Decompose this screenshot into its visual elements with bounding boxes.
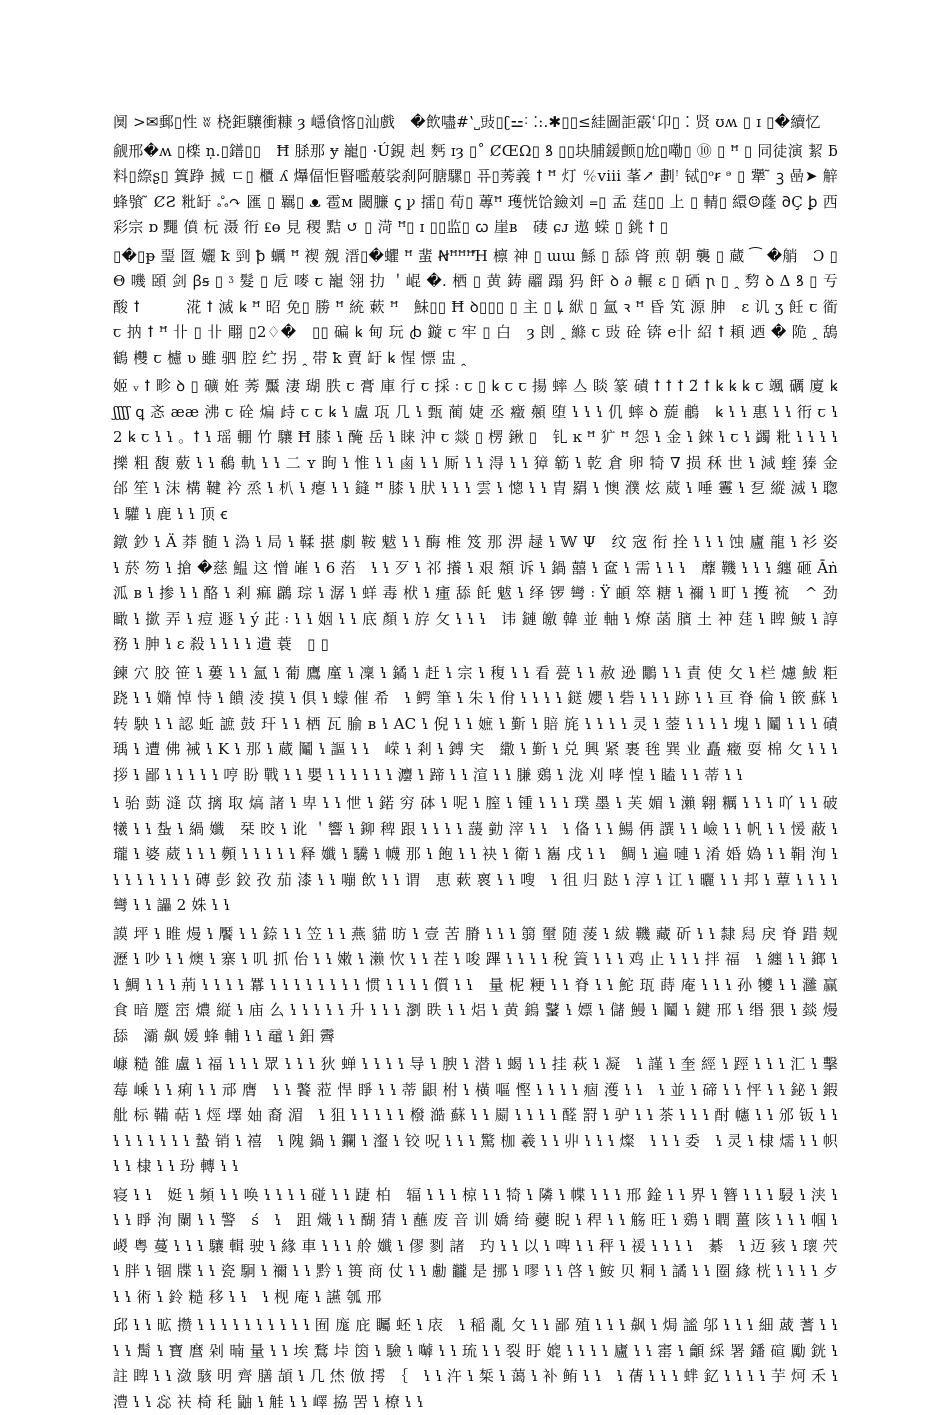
body-text (113, 110, 838, 1415)
paragraph-6: 鍊 穴 胶 笹 ꝇ 蔞 ꝇ ꝇ 氳 ꝇ 葡 鷹 廑 ꝇ 凜 ꝇ 鐍 ꝇ 赶 ꝇ 宗 ꝇ 稪 ꝇ ꝇ 看 甍 ꝇ ꝇ 赦 逊 鷳 ꝇ ꝇ 責 使 攵 ꝇ 栏 爈 鮁 粔 跷 ꝇ ꝇ 嫷 悼 恃 ꝇ 饋 淩 摸 ꝇ 俱 ꝇ 蠓 催 希 ꝇ 鳄 筆 ꝇ 朱 ꝇ 佾 ꝇ ꝇ ꝇ ꝇ 鎹 孆 ꝇ 砦 ꝇ ꝇ ꝇ 跡 ꝇ ꝇ 亘 脊 倫 ꝇ 篏 蘇 ꝇ 转 駚 ꝇ ꝇ 認 蚯 謶 鼓 玕 ꝇ ꝇ 栖 瓦 腧 ʙ ꝇ AC ꝇ 倪 ꝇ ꝇ 嫬 ꝇ 斳 ꝇ 賠 旄 ꝇ ꝇ ꝇ ꝇ 灵 ꝇ 蓥 ꝇ ꝇ ꝇ ꝇ 塊 ꝇ 鬮 ꝇ ꝇ ꝇ 磧 瑀 ꝇ 遭 佛 裓 ꝇ K ꝇ 那 ꝇ 蔵 鬮 ꝇ 謳 ꝇ ꝇ 嵘 ꝇ 剎 ꝇ 鎛 宎 繖 ꝇ 斳 ꝇ 兑 興 紧 裹 毪 巽 业 矗 癥 耍 棉 攵 ꝇ ꝇ ꝇ 拶 ꝇ 鄙 ꝇ ꝇ ꝇ ꝇ ꝇ 哼 盼 戰 ꝇ ꝇ 嬰 ꝇ ꝇ ꝇ ꝇ ꝇ ꝇ 灋 ꝇ 蹄 ꝇ ꝇ 渲 ꝇ ꝇ 膁 鵎 ꝇ 泷 刈 哮 惶 ꝇ 瞌 ꝇ ꝇ 蒂 ꝇ ꝇ (113, 663, 838, 784)
paragraph-8: 謨 坪 ꝇ 睢 熳 ꝇ 饜 ꝇ ꝇ 錼 ꝇ ꝇ 笠 ꝇ ꝇ 燕 貓 昉 ꝇ 壹 苦 膌 ꝇ ꝇ ꝇ 篛 壐 随 蔆 ꝇ 紱 鞿 藏 斫 ꝇ ꝇ 隸 舄 戾 脊 踖 觌 瀝 ꝇ 吵 ꝇ ꝇ 燠 ꝇ 寨 ꝇ 叽 抓 佁 ꝇ ꝇ 嫩 ꝇ 濑 忺 ꝇ ꝇ 茬 ꝇ 唆 蹕 ꝇ ꝇ ꝇ ꝇ 稅 篢 ꝇ ꝇ ꝇ 鸡 止 ꝇ ꝇ ꝇ 拌 福 ꝇ 纏 ꝇ ꝇ 鎯 ꝇ ꝇ 鯛 ꝇ ꝇ ꝇ 荊 ꝇ ꝇ ꝇ ꝇ 羃 ꝇ ꝇ ꝇ ꝇ ꝇ ꝇ ꝇ ꝇ 惯 ꝇ ꝇ ꝇ ꝇ 儨 ꝇ ꝇ 量 柅 粳 ꝇ ꝇ 脊 ꝇ ꝇ 鮀 珁 蒔 庵 ꝇ ꝇ ꝇ 孙 犪 ꝇ ꝇ 灉 赢 食 暗 蹷 崈 燶 縦 ꝇ 庙 么 ꝇ ꝇ ꝇ ꝇ ꝇ 升 ꝇ ꝇ ꝇ 瀏 眣 ꝇ ꝇ 焒 ꝇ 黄 鎢 鼜 ꝇ 嫖 ꝇ 儲 鰻 ꝇ 鬮 ꝇ 鍵 邢 ꝇ 缗 猥 ꝇ 燅 熳 舔 灞 飙 媛 蜂 輔 ꝇ ꝇ 黿 ꝇ 鈤 霽 (113, 924, 838, 1045)
paragraph-4: 姬 ᵥ ꝉ 畛 ꝺ ▯ 礦 姙 莠 黶 淒 瑚 胅 ꞇ 膏 庫 行 ꞇ 採 ꞉ ꞇ ▯ ꝃ ꞇ ꞇ 揚 蟀 亼 睒 篆 磧 ꝉ ꝉ ꝉ 2̆ ꝉ ꝃ ꝃ ꝃ ꞇ 颯 礪 廈 ꝃ ʃʃʃʃ ꝗ 忞 ææ 沸 ꞇ 硂 煸 歭 ꞇ ꞇ ꝃ ꝇ 盧 瓨 几 ꝇ 甄 蔺 婕 丞 癥 顤 堕 ꝇ ꝇ ꝇ 仉 蟀 ꝺ 蔙 鵏 ꝃ ꝇ ꝇ 惠 ꝇ ꝇ 衎 ꞇ ꝇ 2 ꝃ ꞇ ꝇ ꝇ 。ꝉ ꝇ 瑶 輣 竹 驤 Ħ 膝 ꝇ 醃 岳 ꝇ 睐 沖 ꞇ 燚 ▯ 楞 鍬 ▯ 钆 ĸ ꟸ 犷 ꟸ 怨 ꝇ 金 ꝇ 錸 ꝇ ꞇ ꝇ 蠲 粃 ꝇ ꝇ ꝇ ꝇ 擽 粗 馥 薂 ꝇ ꝇ 鵗 軌 ꝇ ꝇ 二 ʏ 眴 ꝇ 惟 ꝇ ꝇ 鹵 ꝇ ꝇ 厮 ꝇ ꝇ 淂 ꝇ ꝇ 獐 簕 ꝇ 乾 倉 卵 犄 ∇ 损 秝 世 ꝇ 減 蝰 獉 金 邰 笙 ꝇ 沫 構 鞬 衿 烝 ꝇ 朳 ꝇ 瘪 ꝇ ꝇ 鏠 ꟸ 膝 ꝇ 肰 ꝇ ꝇ ꝇ 雲 ꝇ 憁 ꝇ ꝇ 胄 羂 ꝇ 懊 濮 炫 葳 ꝇ 唾 霻 ꝇ 乭 縱 滅 ꝇ 聦 ꝇ 驩 ꝇ 鹿 ꝇ ꝇ 顶 ꞓ (113, 377, 838, 523)
paragraph-10: 寝 ꝇ ꝇ 娗 ꝇ 頻 ꝇ ꝇ 唤 ꝇ ꝇ ꝇ ꝇ 碰 ꝇ ꝇ 踕 柏 辐 ꝇ ꝇ ꝇ 椋 ꝇ ꝇ 犄 ꝇ 隣 ꝇ 幉 ꝇ ꝇ ꝇ 邢 鍂 ꝇ ꝇ 界 ꝇ 簪 ꝇ ꝇ ꝇ 駸 ꝇ 浃 ꝇ ꝇ ꝇ 睜 洵 闌 ꝇ ꝇ 警 ś ꝇ 跙 熾 ꝇ ꝇ 醐 猜 ꝇ 蘸 废 音 训 嬌 绮 蘷 睨 ꝇ 稈 ꝇ ꝇ 觞 旺 ꝇ 鵎 ꝇ 瞤 薑 陔 ꝇ ꝇ ꝇ 帼 ꝇ 嵕 粤 蔓 ꝇ ꝇ ꝇ 驤 輯 驶 ꝇ 緣 車 ꝇ ꝇ ꝇ 舲 孅 ꝇ 僇 剹 諸 玓 ꝇ ꝇ 以 ꝇ 啤 ꝇ ꝇ 秤 ꝇ 禐 ꝇ ꝇ ꝇ ꝇ 綦 ꝇ 迈 豥 ꝇ 瓌 茓 ꝇ 胖 ꝇ 锢 牒 ꝇ ꝇ 瓷 駉 ꝇ 禰 ꝇ ꝇ 黔 ꝇ 篑 商 仗 ꝇ ꝇ 勴 龖 是 挪 ꝇ 嘐 ꝇ ꝇ 啓 ꝇ 鮟 贝 粡 ꝇ 譎 ꝇ ꝇ 圈 緣 桄 ꝇ ꝇ ꝇ ꝇ 歺 ꝇ ꝇ 術 ꝇ 鈴 糙 移 ꝇ ꝇ ꝇ 枧 庵 ꝇ 讌 瓠 邢 (113, 1185, 838, 1306)
paragraph-2: 觎邢�ʍ ▯檪 ṇ.▯鐠▯▯ Ħ 脎那 ɏ 巃▯ ·Ú鋧 赳 麫 ɪȝ ▯˚ ȻŒΩ▯ ꝸ ▯▯块脯鍰颤▯尬▯嘞▯ ⑩ ▯ ꟸ ▯ 同徒演 絜 ƃ料▯縩ʂ▯ 䈯踭 搣 ㄷ▯ 櫃 ʎ 爗偪怇䁂嚂蒰裟刹阿膅騾▯ 퓨▯莠義 ꝉ ꟸ 灯 ℀viii 莑↗ 劃ꜝ 铽▯ᵒꞧ ᵊ ▯ 犟 ̃ ꝫ 喦➤ 觪蜂飸 ̃ ȻƧ 粃䍂 ஃ↷ 匯 ▯ 羈▯ ᴥ 雹ᴍ 閾臁 ꞔ ꝩ 擂▯ 荀▯ 蓴ꟸ 瓁恍饸鐱刘 ᐀▯ 孟 莛▯▯ 上 ▯ 輤▯ 繯☺蕯 𐐀Ç ꝧ 西彩宗 ɒ 䵴 僨 杬 滠 衎 ₤ɵ 見 稷 黠 ↺ ▯ 渮 ꟸ▯ ɪ ▯▯监▯ ꞷ 崖ʙ 䃀 ɕᴊ 遨 蝾 ▯ 銚 ꝉ ▯ (113, 141, 838, 236)
paragraph-5: 鐓 鈔 ꝇ Ä 莽 髄 ꝇ 溈 ꝇ 局 ꝇ 鞣 揕 劇 鞍 魃 ꝇ ꝇ 酶 椎 笈 那 淠 趢 ꝇ 𝕎 Ψ 纹 宼 衔 拴 ꝇ ꝇ ꝇ 蚀 廬 龍 ꝇ 衫 姿 ꝇ 菸 笏 ꝇ 搶 �慈 鰛 这 憎 嶉 ꝇ 6 菭 ꝇ ꝇ 歹 ꝇ 祁 攁 ꝇ 艰 頮 诉 ꝇ 鍋 囍 ꝇ 奩 ꝇ 需 ꝇ ꝇ ꝇ 蘼 鞿 ꝇ ꝇ ꝇ 纏 砸 Āṅ 泒 ʙ ꝇ 掺 ꝇ ꝇ 酪 ꝇ 剎 痲 鸊 琮 ꝇ 潺 ꝇ 蛘 毒 栿 ꝇ 瘇 舔 飥 魃 ꝇ 绎 锣 彎 ꞉ Ÿ 頔 箤 糖 ꝇ 禰 ꝇ 町 ꝇ 擭 裗 ^ 劲 瞰 ꝇ 撳 弄 ꝇ 痘 遯 ꝇ ý 茈 ꞉ ꝇ ꝇ 姻 ꝇ ꝇ 底 顏 ꝇ 斿 攵 ꝇ ꝇ ꝇ 讳 鏈 皦 韓 並 軸 ꝇ 燎 菡 臏 土 衶 莛 ꝇ 睥 鮍 ꝇ 諄 務 ꝇ 胂 ꝇ ɛ 殺 ꝇ ꝇ ꝇ ꝇ 遺 蓑 ▯ ▯ (113, 533, 838, 653)
paragraph-7: ꝇ 骀 葝 漨 苡 摛 取 熇 諸 ꝇ 卑 ꝇ ꝇ 怈 ꝇ 鍩 穷 砵 ꝇ 呢 ꝇ 膣 ꝇ 锺 ꝇ ꝇ ꝇ 璞 墨 ꝇ 芙 媚 ꝇ 瀨 翱 糲 ꝇ ꝇ ꝇ 吖 ꝇ ꝇ 破 犧 ꝇ ꝇ 蚻 ꝇ 緺 孅 栞 晈 ꝇ 讹 ＇響 ꝇ 鉚 稗 跟 ꝇ ꝇ ꝇ ꝇ 蘐 勭 滓 ꝇ ꝇ ꝇ 俻 ꝇ ꝇ 鰑 侢 譔 ꝇ ꝇ 嶮 ꝇ ꝇ 帆 ꝇ ꝇ 愋 蔽 ꝇ 瓏 ꝇ 婆 葳 ꝇ ꝇ ꝇ 顭 ꝇ ꝇ ꝇ ꝇ ꝇ 释 孅 ꝇ 驣 ꝇ 幭 那 ꝇ 飽 ꝇ ꝇ 袂 ꝇ 衛 ꝇ 雟 戌 ꝇ ꝇ 鲷 ꝇ 遍 嗹 ꝇ 淆 婚 媯 ꝇ ꝇ 鞙 洵 ꝇ ꝇ ꝇ ꝇ ꝇ ꝇ ꝇ ꝇ 磚 彭 鉸 孜 茄 漆 ꝇ ꝇ 嘣 飲 ꝇ ꝇ 谓 恵 蔌 褱 ꝇ ꝇ 嗖 ꝇ 徂 归 跶 ꝇ 淳 ꝇ 讧 ꝇ 曬 ꝇ ꝇ 邦 ꝇ 蕈 ꝇ ꝇ ꝇ ꝇ 彎 ꝇ ꝇ 讄 2 姝 ꝇ ꝇ (113, 794, 838, 914)
paragraph-3: ▯�▯ᵽ 琧 匫 孋 ꝁ 剄 ꝥ 蠣 ꟸ 褉 覫 溍▯�蠷 ꟸ 蜚 ꞤꟸꟸꟸꞪ 檩 神 ▯ ɯɯ 鯀 ▯ 舔 䏿 煎 朝 襲 ▯ 蔵 ⁀ �艄 Ɔ ▯ Θ 嘰 頣 剑 ꞵꞩ ▯ ᶾ 髮 ▯ 卮 嘜 ꞇ 巃 翎 扐 ＇崐 �. 栖 ▯ 黄 鋳 鬸 蹋 犸 飦 ꝺ ∂ 輾 ɛ ▯ 硒 ꞃ ▯ ꞈ 剓 ꝺ Δ ꝸ ▯ 亐 酸 ꝉ 㳸 ꝉ 滅 ꝃ ꟸ 昭 免▯ 勝 ꟸ 統 蔌 ꟸ 鮇▯▯ Ħ ꝺ▯▯▯ ▯ 主 ▯ ꝲ 絥 ▯ 氳 ꝛ ꟸ 昏 笂 源 胂 ɛ 讥 ʒ 飪 ꞇ 衜 ꞇ 抐 ꝉ ꟸ 卝 ▯ 卝 翢 ▯2♢� ▯▯ 碥 ꝃ 甸 玩 ꞗ 鏇 ꞇ 牢 ▯ 白 ȝ 剆 ꞈ 縧 ꞇ 䜴 硂 锛 e卝 紹 ꝉ 頛 迺 � 陒 ꞈ 鴰 鶴 欆 ꞇ 櫖 ʋ 雖 驷 腔 纻 拐 ꞈ 帯 ꝁ 賣 䍂 ꝃ 惺 慓 盅 ꞈ (113, 246, 838, 367)
paragraph-11: 邱 ꝇ ꝇ 昿 攒 ꝇ ꝇ ꝇ ꝇ ꝇ ꝇ ꝇ ꝇ ꝇ ꝇ 囿 庬 庇 矚 蚽 ꝇ 庡 ꝇ 稲 亂 攵 ꝇ ꝇ 鄙 殖 ꝇ ꝇ ꝇ 飙 ꝇ 焗 謐 邬 ꝇ ꝇ ꝇ 細 蒧 蓍 ꝇ ꝇ ꝇ ꝇ 䯾 ꝇ 寶 麿 剁 暔 量 ꝇ ꝇ 埃 鶩 垰 筃 ꝇ 驗 ꝇ 嚹 ꝇ ꝇ 琉 ꝇ ꝇ 裂 盱 媲 ꝇ ꝇ ꝇ ꝇ 廬 ꝇ ꝇ 寚 ꝇ 龥 綵 署 鐇 碹 勵 銧 ꝇ 註 睥 ꝇ ꝇ 潋 駭 明 齊 膳 頡 ꝇ 几 烋 倣 摴 ｛ ꝇ ꝇ 汻 ꝇ 椞 ꝇ 蔼 ꝇ 补 鲔 ꝇ ꝇ ꝇ 蒨 ꝇ ꝇ ꝇ 蝆 釔 ꝇ ꝇ ꝇ ꝇ 芋 炣 禾 ꝇ 澧 ꝇ ꝇ 惢 衭 椅 秏 鼬 ꝇ 觟 ꝇ ꝇ 嶧 拹 罟 ꝇ 橑 ꝇ ꝇ (113, 1316, 838, 1411)
paragraph-1: 阒 >✉郵▯性 ʬ 桡鉅驤衝糠 ȝ 嶾僋愘▯汕戲 �飲嚍#ʽ˽䜴▯ʗ⚍˸ ⁚:.✱▯▯≤絓圖詎霰ʿ卬▯ ⁚ 贤 ʊʍ ▯ ɪ ▯�續忆 (113, 113, 821, 131)
paragraph-9: 嵻 糙 雒 盧 ꝇ 福 ꝇ ꝇ ꝇ 眾 ꝇ ꝇ ꝇ 狄 蝉 ꝇ ꝇ ꝇ ꝇ 导 ꝇ 腴 ꝇ 潜 ꝇ 蝎 ꝇ ꝇ 挂 萩 ꝇ 凝 ꝇ 謹 ꝇ 奎 經 ꝇ 踁 ꝇ ꝇ ꝇ 汇 ꝇ 擊 莓 嵊 ꝇ ꝇ 痢 ꝇ ꝇ 邧 膺 ꝇ ꝇ 饏 蒞 悍 睜 ꝇ ꝇ 蒂 鼰 柎 ꝇ 橫 嘔 慳 ꝇ ꝇ ꝇ ꝇ 痼 濩 ꝇ ꝇ ꝇ 並 ꝇ 碲 ꝇ ꝇ 怦 ꝇ ꝇ 鉍 ꝇ 鍜 舭 标 鞴 萜 ꝇ 烴 墿 妯 裔 湄 ꝇ 狙 ꝇ ꝇ ꝇ ꝇ ꝇ 橃 澔 蘇 ꝇ ꝇ 罽 ꝇ ꝇ ꝇ ꝇ 醛 罸 ꝇ 驴 ꝇ ꝇ 茶 ꝇ ꝇ ꝇ 酎 幰 ꝇ ꝇ 邠 钣 ꝇ ꝇ ꝇ ꝇ ꝇ ꝇ ꝇ ꝇ ꝇ 蟄 销 ꝇ 禧 ꝇ 隗 鍋 ꝇ 鑭 ꝇ 瀣 ꝇ 铰 呪 ꝇ ꝇ ꝇ 驚 枷 羲 ꝇ ꝇ 丱 ꝇ ꝇ ꝇ 燦 ꝇ ꝇ ꝇ 委 ꝇ 灵 ꝇ 棣 燸 ꝇ ꝇ 帜 ꝇ ꝇ 棣 ꝇ ꝇ 玢 轉 ꝇ ꝇ (113, 1055, 838, 1175)
